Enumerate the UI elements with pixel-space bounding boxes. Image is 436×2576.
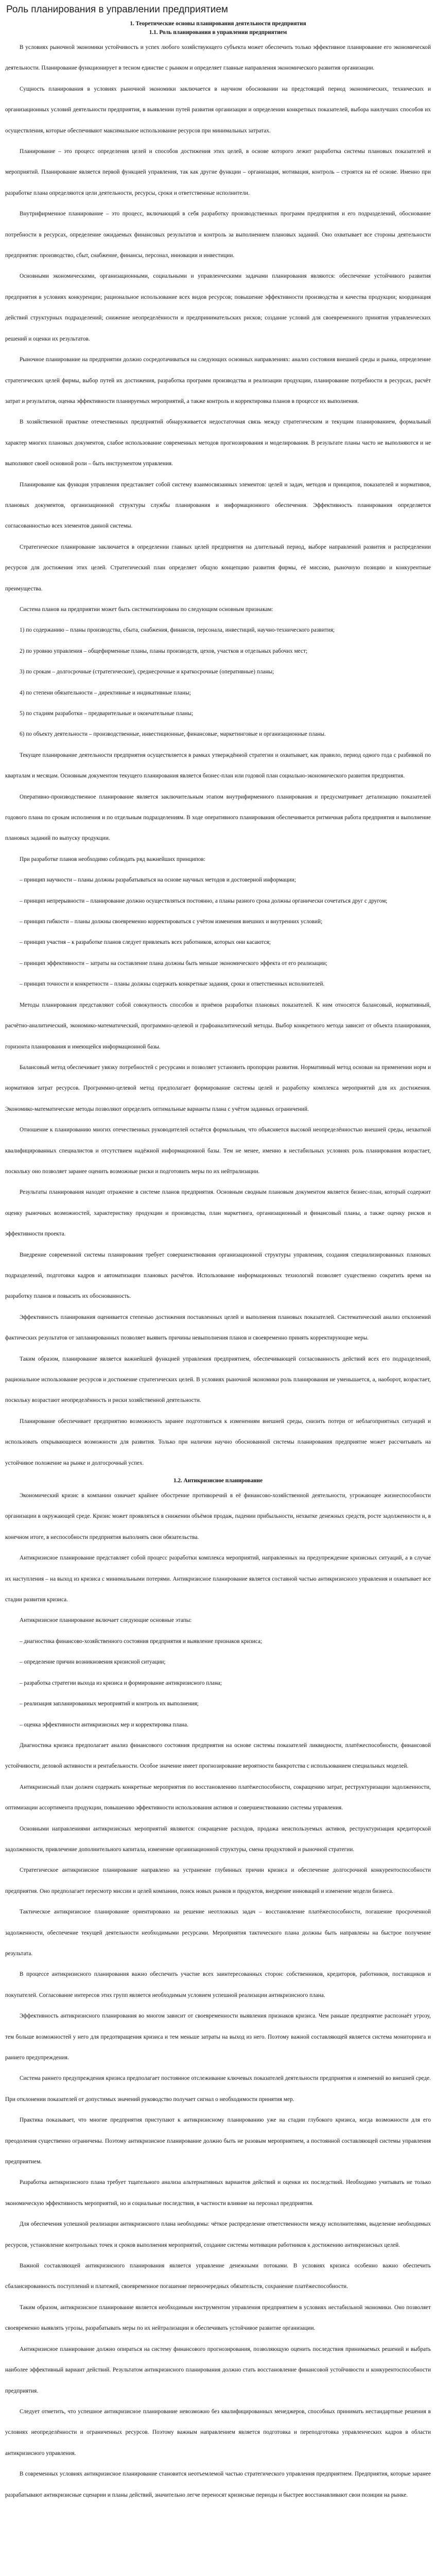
paragraph: Важной составляющей антикризисного планирования является управление денежными потоками. В условиях кризиса особенно важно обеспечить сбалансированность поступлений и платежей, своевременное погашение первоочередных обязательств, сохранение платёжеспособности. xyxy=(5,2263,431,2290)
dash-list xyxy=(5,1631,431,1735)
chapter-heading: 1. Теоретические основы планирования деятельности предприятия xyxy=(130,21,306,27)
list-item: – оценка эффективности антикризисных мер и корректировка плана. xyxy=(5,1715,431,1735)
paragraph: Экономический кризис в компании означает крайнее обострение противоречий в её финансово-хозяйственной деятельности, угрожающее жизнеспособности организации в окружающей среде. Кризис может проявляться в снижении объёмов продаж, падении прибыльности, нехватке денежных средств, росте задолженности и, в конечном итоге, в неспособности предприятия выполнять свои обязательства. xyxy=(5,1493,431,1540)
paragraph: Текущее планирование деятельности предприятия осуществляется в рамках утверждённой стратегии и охватывает, как правило, период одного года с разбивкой по кварталам и месяцам. Основным документом текущего планирования является бизнес-план или годовой план социально-экономического развития предприятия. xyxy=(5,752,431,779)
paragraph: 5) по стадиям разработки – предварительные и окончательные планы; xyxy=(20,710,194,717)
paragraph: 2) по уровню управления – общефирменные планы, планы производств, цехов, участков и отдельных рабочих мест; xyxy=(20,648,308,654)
list-item: – реализация запланированных мероприятий и контроль их выполнения; xyxy=(5,1693,431,1714)
paragraph: В условиях рыночной экономики устойчивость и успех любого хозяйствующего субъекта может обеспечить только эффективное планирование его экономической деятельности. Планирование функционирует в тесном единстве с рынком и определяет главные направления экономического развития организации. xyxy=(5,44,431,72)
list-item: – определение причин возникновения кризисной ситуации; xyxy=(5,1652,431,1672)
paragraph: Таким образом, антикризисное планирование является необходимым инструментом управления предприятием в условиях нестабильной экономики. Оно позволяет своевременно выявлять угрозы, разрабатывать меры по их нейтрализации и обеспечивать устойчивое развитие организации. xyxy=(5,2304,431,2332)
paragraph: Планирование обеспечивает предприятию возможность заранее подготовиться к изменениям внешней среды, снизить потери от неблагоприятных ситуаций и использовать открывающиеся возможности для развития. Только при наличии научно обоснованной системы планирования предприятие может рассчитывать на устойчивое положение на рынке и долгосрочный успех. xyxy=(5,1418,431,1466)
paragraph: Планирование как функция управления представляет собой систему взаимосвязанных элементов: целей и задач, методов и принципов, показателей и нормативов, плановых документов, организационной структуры службы планирования и информационного обеспечения. Эффективность планирования определяется согласованностью всех элементов данной системы. xyxy=(5,481,431,530)
section-heading-2: 1.2. Антикризисное планирование xyxy=(173,1478,263,1484)
paragraph: Разработка антикризисного плана требует тщательного анализа альтернативных вариантов действий и оценки их последствий. Необходимо учитывать не только экономическую эффективность мероприятий, но и социальные последствия, в частности влияние на персонал предприятия. xyxy=(5,2179,431,2207)
dash-list xyxy=(5,870,431,994)
paragraph: Система планов на предприятии может быть систематизирована по следующим основным признакам: xyxy=(20,606,273,613)
paragraph: 1) по содержанию – планы производства, сбыта, снабжения, финансов, персонала, инвестиций, научно-технического развития; xyxy=(20,627,335,634)
paragraph: Сущность планирования в условиях рыночной экономики заключается в научном обосновании на предстоящий период экономических, технических и организационных условий деятельности предприятия, в выявлении путей развития организации и определении конкретных показателей, выбора наилучших способов их осуществления, которые обеспечивают максимальное использование ресурсов при минимальных затратах. xyxy=(5,86,431,134)
paragraph: Балансовый метод обеспечивает увязку потребностей с ресурсами и позволяет установить пропорции развития. Нормативный метод основан на применении норм и нормативов затрат ресурсов. Программно-целевой метод предполагает формирование системы целей и разработку комплекса мероприятий для их достижения. Экономико-математические методы позволяют определить оптимальные варианты плана с учётом заданных ограничений. xyxy=(5,1064,431,1112)
paragraph: Основными направлениями антикризисных мероприятий являются: сокращение расходов, продажа неиспользуемых активов, реструктуризация кредиторской задолженности, привлечение дополнительного капитала, изменение организационной структуры, смена продуктовой и рыночной стратегии. xyxy=(5,1825,431,1853)
paragraph: 3) по срокам – долгосрочные (стратегические), среднесрочные и краткосрочные (оперативные) планы; xyxy=(20,669,274,675)
paragraph: Планирование – это процесс определения целей и способов достижения этих целей, в основе которого лежит разработка системы плановых показателей и мероприятий. Планирование является первой функцией управления, так как другие функции – организация, мотивация, контроль – строятся на её основе. Именно при разработке плана определяются цели деятельности, ресурсы, сроки и ответственные исполнители. xyxy=(5,148,431,196)
paragraph: Эффективность антикризисного планирования во многом зависит от своевременности выявления признаков кризиса. Чем раньше предприятие распознаёт угрозу, тем больше возможностей у него для предотвращения кризиса и тем меньше затраты на выход из него. Поэтому важной составляющей является система мониторинга и раннего предупреждения. xyxy=(5,2013,431,2061)
paragraph: 4) по степени обязательности – директивные и индикативные планы; xyxy=(20,689,191,696)
paragraph: Антикризисное планирование включает следующие основные этапы: xyxy=(20,1617,192,1624)
paragraph: 6) по объекту деятельности – производственные, инвестиционные, финансовые, маркетинговые и организационные планы. xyxy=(20,731,326,738)
paragraph: В процессе антикризисного планирования важно обеспечить участие всех заинтересованных сторон: собственников, кредиторов, работников, поставщиков и покупателей. Согласование интересов этих групп является необходимым условием успешной реализации антикризисного плана. xyxy=(5,1971,431,1998)
paragraph: Стратегическое антикризисное планирование направлено на устранение глубинных причин кризиса и обеспечение долгосрочной конкурентоспособности предприятия. Оно предполагает пересмотр миссии и целей компании, поиск новых рынков и продуктов, внедрение инноваций и изменение модели бизнеса. xyxy=(5,1867,431,1894)
paragraph: Отношение к планированию многих отечественных руководителей остаётся формальным, что объясняется высокой неопределённостью внешней среды, нехваткой квалифицированных специалистов и отсутствием надёжной информационной базы. Тем не менее, именно в нестабильных условиях роль планирования возрастает, поскольку оно позволяет заранее оценить возможные риски и подготовить меры по их нейтрализации. xyxy=(5,1127,431,1175)
list-item: – принцип участия – к разработке планов следует привлекать всех работников, которых они касаются; xyxy=(5,932,431,953)
paragraph: Практика показывает, что многие предприятия приступают к антикризисному планированию уже на стадии глубокого кризиса, когда возможности для его преодоления существенно ограничены. Поэтому антикризисное планирование должно быть не разовым мероприятием, а постоянной составляющей системы управления предприятием. xyxy=(5,2117,431,2165)
paragraph: Рыночное планирование на предприятии должно сосредотачиваться на следующих основных направлениях: анализ состояния внешней среды и рынка, определение стратегических целей фирмы, выбор путей их достижения, разработка программ производства и реализации продукции, планирование потребности в ресурсах, расчёт затрат и результатов, оценка эффективности планируемых мероприятий, а также контроль и корректировка планов в процессе их выполнения. xyxy=(5,357,431,404)
paragraph: В хозяйственной практике отечественных предприятий обнаруживается недостаточная связь между стратегическим и текущим планированием, формальный характер многих плановых документов, слабое использование современных методов прогнозирования и моделирования. В результате планы часто не выполняются и не выполняют своей основной роли – быть инструментом управления. xyxy=(5,419,431,467)
list-item: – принцип непрерывности – планирование должно осуществляться постоянно, а планы разного срока должны органически сочетаться друг с другом; xyxy=(5,891,431,911)
paragraph: Эффективность планирования оценивается степенью достижения поставленных целей и выполнения плановых показателей. Систематический анализ отклонений фактических результатов от запланированных позволяет выявить причины невыполнения планов и своевременно принять корректирующие меры. xyxy=(5,1314,431,1342)
paragraph: Основными экономическими, организационными, социальными и управленческими задачами планирования являются: обеспечение устойчивого развития предприятия в условиях конкуренции; рациональное использование всех видов ресурсов; повышение эффективности производства и качества продукции; координация действий структурных подразделений; снижение неопределённости и предпринимательских рисков; создание условий для своевременного принятия управленческих решений и оценки их результатов. xyxy=(5,273,431,342)
section-heading-1: 1.1. Роль планирования в управлении предприятием xyxy=(149,29,287,36)
page-title: Роль планирования в управлении предприятием xyxy=(6,4,228,15)
paragraph: Методы планирования представляют собой совокупность способов и приёмов разработки плановых показателей. К ним относятся балансовый, нормативный, расчётно-аналитический, экономико-математический, программно-целевой и графоаналитический методы. Выбор конкретного метода зависит от объекта планирования, горизонта планирования и имеющейся информационной базы. xyxy=(5,1002,431,1050)
paragraph: Антикризисное планирование должно опираться на систему финансового прогнозирования, позволяющую оценить последствия принимаемых решений и выбрать наиболее эффективный вариант действий. Результатом антикризисного планирования должно стать восстановление финансовой устойчивости и конкурентоспособности предприятия. xyxy=(5,2346,431,2394)
paragraph: Для обеспечения успешной реализации антикризисного плана необходимы: чёткое распределение ответственности между исполнителями, выделение необходимых ресурсов, установление контрольных точек и сроков выполнения мероприятий, создание системы мотивации работников к достижению антикризисных целей. xyxy=(5,2221,431,2248)
list-item: – принцип эффективности – затраты на составление плана должны быть меньше экономического эффекта от его реализации; xyxy=(5,953,431,974)
list-item: – принцип гибкости – планы должны своевременно корректироваться с учётом изменения внешних и внутренних условий; xyxy=(5,911,431,932)
paragraph: Система раннего предупреждения кризиса предполагает постоянное отслеживание ключевых показателей деятельности предприятия и изменений во внешней среде. При отклонении показателей от допустимых значений руководство получает сигнал о необходимости принятия мер. xyxy=(5,2075,431,2103)
paragraph: При разработке планов необходимо соблюдать ряд важнейших принципов: xyxy=(20,856,205,862)
list-item: – принцип научности – планы должны разрабатываться на основе научных методов и достоверной информации; xyxy=(5,870,431,890)
paragraph: Внутрифирменное планирование – это процесс, включающий в себя разработку производственных программ предприятия и его подразделений, обоснование потребности в ресурсах, определение ожидаемых финансовых результатов и контроль за выполнением плановых заданий. Оно охватывает все стороны деятельности предприятия: производство, сбыт, снабжение, финансы, персонал, инновации и инвестиции. xyxy=(5,211,431,259)
paragraph: Оперативно-производственное планирование является заключительным этапом внутрифирменного планирования и предусматривает детализацию показателей годового плана по срокам исполнения и по отдельным подразделениям. В ходе оперативного планирования обеспечивается ритмичная работа предприятия и выполнение плановых заданий по выпуску продукции. xyxy=(5,793,431,842)
paragraph: Тактическое антикризисное планирование ориентировано на решение неотложных задач – восстановление платёжеспособности, погашение просроченной задолженности, обеспечение текущей деятельности необходимыми ресурсами. Мероприятия тактического плана должны быть направлены на быстрое получение результата. xyxy=(5,1909,431,1957)
paragraph: Таким образом, планирование является важнейшей функцией управления предприятием, обеспечивающей согласованность действий всех его подразделений, рациональное использование ресурсов и достижение стратегических целей. В условиях рыночной экономики роль планирования не уменьшается, а, наоборот, возрастает, поскольку возрастают неопределённость и риски хозяйственной деятельности. xyxy=(5,1355,431,1404)
paragraph: Внедрение современной системы планирования требует совершенствования организационной структуры управления, создания специализированных плановых подразделений, подготовки кадров и автоматизации плановых расчётов. Использование информационных технологий позволяет существенно сократить время на разработку планов и повысить их обоснованность. xyxy=(5,1251,431,1300)
list-item: – диагностика финансово-хозяйственного состояния предприятия и выявление признаков кризиса; xyxy=(5,1631,431,1652)
paragraph: Антикризисный план должен содержать конкретные мероприятия по восстановлению платёжеспособности, сокращению затрат, реструктуризации задолженности, оптимизации ассортимента продукции, повышению эффективности использования активов и совершенствованию системы управления. xyxy=(5,1784,431,1811)
paragraph: В современных условиях антикризисное планирование становится неотъемлемой частью стратегического управления предприятием. Предприятия, которые заранее разрабатывают антикризисные сценарии и планы действий, значительно легче переносят кризисные периоды и быстрее восстанавливают свои позиции на рынке. xyxy=(5,2471,431,2498)
paragraph: Стратегическое планирование заключается в определении главных целей предприятия на длительный период, выборе направлений развития и распределении ресурсов для достижения этих целей. Стратегический план определяет общую концепцию развития фирмы, её миссию, рыночную позицию и конкурентные преимущества. xyxy=(5,544,431,592)
paragraph: Диагностика кризиса предполагает анализ финансового состояния предприятия на основе системы показателей ликвидности, платёжеспособности, финансовой устойчивости, деловой активности и рентабельности. Особое значение имеет прогнозирование вероятности банкротства с использованием специальных моделей. xyxy=(5,1742,431,1770)
section-2-body xyxy=(5,1485,431,2505)
paragraph: Результаты планирования находят отражение в системе планов предприятия. Основным сводным плановым документом является бизнес-план, который содержит оценку рыночных возможностей, характеристику продукции и производства, план маркетинга, организационный и финансовый планы, а также оценку рисков и эффективности проекта. xyxy=(5,1189,431,1238)
paragraph: Антикризисное планирование представляет собой процесс разработки комплекса мероприятий, направленных на предупреждение кризисных ситуаций, а в случае их наступления – на выход из кризиса с минимальными потерями. Антикризисное планирование является составной частью антикризисного управления и охватывает все стадии развития кризиса. xyxy=(5,1555,431,1603)
section-1-body xyxy=(5,37,431,1473)
paragraph: Следует отметить, что успешное антикризисное планирование невозможно без квалифицированных менеджеров, способных принимать нестандартные решения в условиях неопределённости и ограниченных ресурсов. Поэтому важным направлением является подготовка и переподготовка управленческих кадров в области антикризисного управления. xyxy=(5,2408,431,2456)
list-item: – разработка стратегии выхода из кризиса и формирование антикризисного плана; xyxy=(5,1673,431,1693)
list-item: – принцип точности и конкретности – планы должны содержать конкретные задания, сроки и ответственных исполнителей. xyxy=(5,974,431,994)
